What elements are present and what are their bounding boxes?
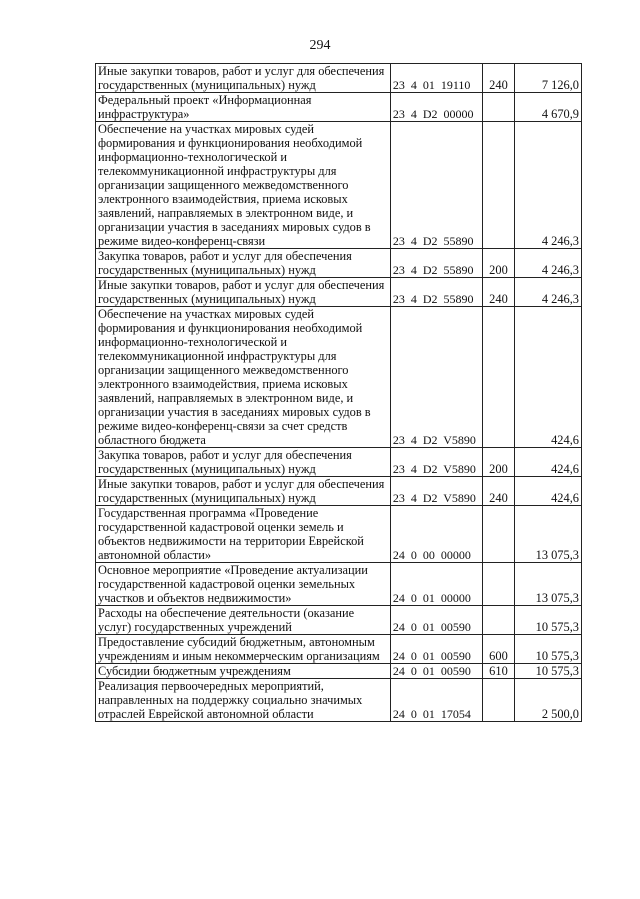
table-row xyxy=(96,664,582,679)
table-row xyxy=(96,307,582,448)
row-sum-cell: 10 575,3 xyxy=(514,606,581,635)
row-vr-cell: 240 xyxy=(483,64,514,93)
row-sum-cell: 424,6 xyxy=(514,307,581,448)
row-name-cell: Закупка товаров, работ и услуг для обеспечения государственных (муниципальных) нужд xyxy=(96,448,391,477)
row-sum-cell: 2 500,0 xyxy=(514,679,581,722)
row-sum-cell: 13 075,3 xyxy=(514,563,581,606)
row-name-cell: Иные закупки товаров, работ и услуг для обеспечения государственных (муниципальных) нужд xyxy=(96,278,391,307)
row-vr-cell xyxy=(483,93,514,122)
row-vr-cell: 610 xyxy=(483,664,514,679)
table-row xyxy=(96,278,582,307)
row-vr-cell xyxy=(483,506,514,563)
table-row xyxy=(96,249,582,278)
budget-table xyxy=(95,63,582,722)
row-name-cell: Расходы на обеспечение деятельности (оказание услуг) государственных учреждений xyxy=(96,606,391,635)
row-sum-cell: 4 246,3 xyxy=(514,122,581,249)
row-sum-cell: 424,6 xyxy=(514,448,581,477)
row-name-cell: Федеральный проект «Информационная инфраструктура» xyxy=(96,93,391,122)
row-name-cell: Иные закупки товаров, работ и услуг для обеспечения государственных (муниципальных) нужд xyxy=(96,477,391,506)
row-code-cell: 23 4 D2 55890 xyxy=(390,278,483,307)
row-sum-cell: 4 246,3 xyxy=(514,249,581,278)
row-vr-cell: 600 xyxy=(483,635,514,664)
row-sum-cell: 13 075,3 xyxy=(514,506,581,563)
row-name-cell: Субсидии бюджетным учреждениям xyxy=(96,664,391,679)
row-name-cell: Обеспечение на участках мировых судей формирования и функционирования необходимой информационно-технологической и телекоммуникационной инфраструктуры для организации защищенного межведомственного электронного взаимодействия, приема исковых заявлений, направляемых в электронном виде, и организации участия в заседаниях мировых судов в режиме видео-конференц-связи xyxy=(96,122,391,249)
row-vr-cell: 200 xyxy=(483,448,514,477)
table-row xyxy=(96,679,582,722)
row-code-cell: 23 4 D2 00000 xyxy=(390,93,483,122)
row-code-cell: 23 4 D2 V5890 xyxy=(390,307,483,448)
row-vr-cell xyxy=(483,307,514,448)
row-sum-cell: 4 246,3 xyxy=(514,278,581,307)
table-row xyxy=(96,635,582,664)
row-code-cell: 23 4 D2 V5890 xyxy=(390,477,483,506)
row-code-cell: 24 0 00 00000 xyxy=(390,506,483,563)
row-code-cell: 23 4 01 19110 xyxy=(390,64,483,93)
row-sum-cell: 424,6 xyxy=(514,477,581,506)
row-sum-cell: 10 575,3 xyxy=(514,664,581,679)
row-code-cell: 24 0 01 00590 xyxy=(390,664,483,679)
row-name-cell: Закупка товаров, работ и услуг для обеспечения государственных (муниципальных) нужд xyxy=(96,249,391,278)
row-sum-cell: 10 575,3 xyxy=(514,635,581,664)
table-row xyxy=(96,477,582,506)
row-name-cell: Предоставление субсидий бюджетным, автономным учреждениям и иным некоммерческим организациям xyxy=(96,635,391,664)
table-row xyxy=(96,64,582,93)
row-vr-cell: 240 xyxy=(483,278,514,307)
table-row xyxy=(96,448,582,477)
table-row xyxy=(96,93,582,122)
row-code-cell: 23 4 D2 V5890 xyxy=(390,448,483,477)
row-code-cell: 23 4 D2 55890 xyxy=(390,122,483,249)
row-sum-cell: 7 126,0 xyxy=(514,64,581,93)
row-code-cell: 24 0 01 00000 xyxy=(390,563,483,606)
table-row xyxy=(96,506,582,563)
row-vr-cell: 240 xyxy=(483,477,514,506)
table-row xyxy=(96,122,582,249)
row-name-cell: Обеспечение на участках мировых судей формирования и функционирования необходимой информационно-технологической и телекоммуникационной инфраструктуры для организации защищенного межведомственного электронного взаимодействия, приема исковых заявлений, направляемых в электронном виде, и организации участия в заседаниях мировых судов в режиме видео-конференц-связи за счет средств областного бюджета xyxy=(96,307,391,448)
table-row xyxy=(96,563,582,606)
row-vr-cell xyxy=(483,122,514,249)
row-vr-cell xyxy=(483,563,514,606)
row-vr-cell xyxy=(483,606,514,635)
table-row xyxy=(96,606,582,635)
row-code-cell: 24 0 01 17054 xyxy=(390,679,483,722)
row-vr-cell: 200 xyxy=(483,249,514,278)
row-sum-cell: 4 670,9 xyxy=(514,93,581,122)
row-code-cell: 23 4 D2 55890 xyxy=(390,249,483,278)
budget-table-body xyxy=(96,64,582,722)
row-name-cell: Государственная программа «Проведение государственной кадастровой оценки земель и объектов недвижимости на территории Еврейской автономной области» xyxy=(96,506,391,563)
row-code-cell: 24 0 01 00590 xyxy=(390,606,483,635)
page-number: 294 xyxy=(309,38,331,53)
row-name-cell: Реализация первоочередных мероприятий, направленных на поддержку социально значимых отраслей Еврейской автономной области xyxy=(96,679,391,722)
row-code-cell: 24 0 01 00590 xyxy=(390,635,483,664)
row-vr-cell xyxy=(483,679,514,722)
row-name-cell: Основное мероприятие «Проведение актуализации государственной кадастровой оценки земельных участков и объектов недвижимости» xyxy=(96,563,391,606)
row-name-cell: Иные закупки товаров, работ и услуг для обеспечения государственных (муниципальных) нужд xyxy=(96,64,391,93)
